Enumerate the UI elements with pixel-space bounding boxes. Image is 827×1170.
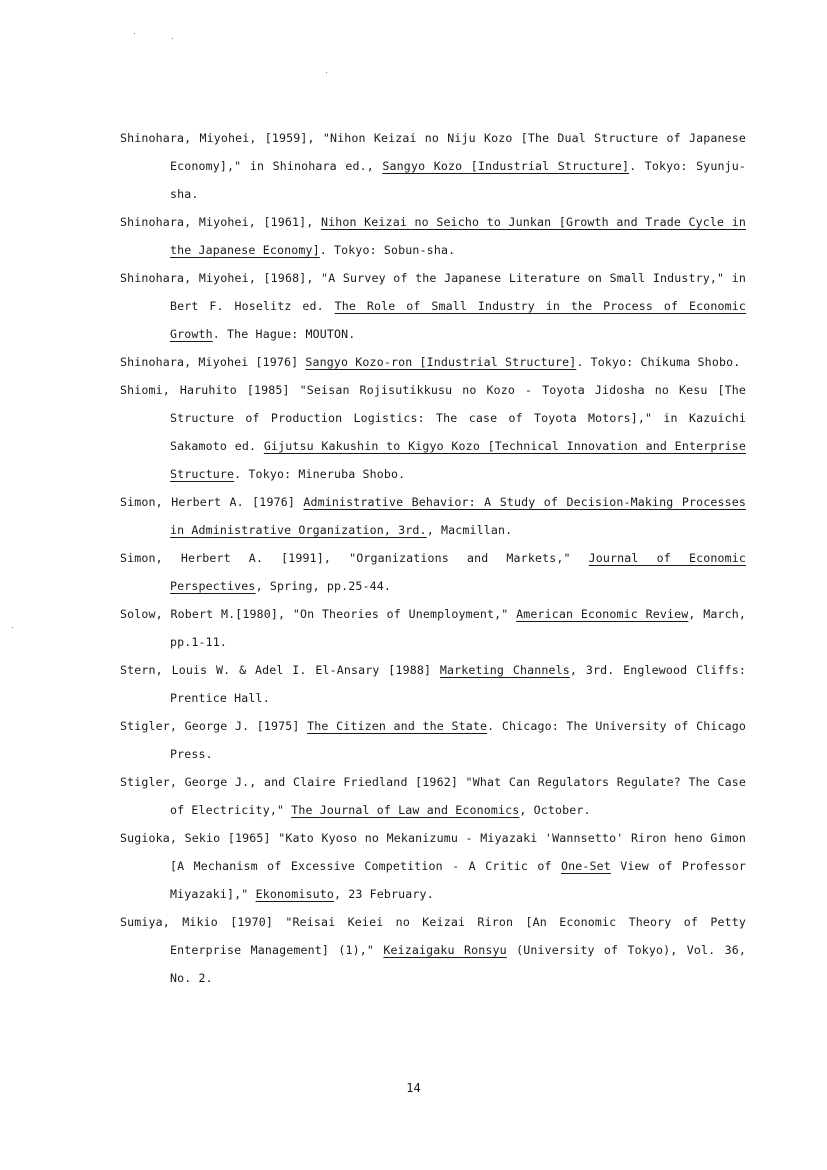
reference-title: The Role of Small Industry in the Process of Economic Growth	[170, 299, 746, 341]
reference-title: The Journal of Law and Economics	[291, 803, 520, 817]
reference-text: . Tokyo: Chikuma Shobo.	[576, 355, 741, 369]
reference-entry	[120, 712, 746, 768]
reference-text: Shiomi, Haruhito [1985] "Seisan Rojisutikkusu no Kozo - Toyota Jidosha no Kesu [The Structure of Production Logistics: The case of Toyota Motors]," in Kazuichi Sakamoto ed.	[120, 383, 746, 453]
reference-text: Simon, Herbert A. [1991], "Organizations and Markets,"	[120, 551, 589, 565]
reference-entry	[120, 488, 746, 544]
reference-text: Sumiya, Mikio [1970] "Reisai Keiei no Keizai Riron [An Economic Theory of Petty Enterprise Management] (1),"	[120, 915, 746, 957]
reference-title: Marketing Channels	[439, 663, 570, 677]
reference-title: Nihon Keizai no Seicho to Junkan [Growth and Trade Cycle in the Japanese Economy]	[170, 215, 746, 257]
reference-entry	[120, 600, 746, 656]
reference-text: Sugioka, Sekio [1965] "Kato Kyoso no Mekanizumu - Miyazaki 'Wannsetto' Riron heno Gimon [A Mechanism of Excessive Competition - A Critic of	[120, 831, 746, 873]
reference-title: Ekonomisuto	[255, 887, 334, 901]
reference-text: , October.	[519, 803, 591, 817]
reference-title: Sangyo Kozo-ron [Industrial Structure]	[305, 355, 577, 369]
page-number: 14	[406, 1081, 421, 1095]
scan-speck	[134, 33, 135, 34]
reference-text: , 3rd. Englewood Cliffs: Prentice Hall.	[170, 663, 747, 705]
reference-title: Administrative Behavior: A Study of Decision-Making Processes in Administrative Organization, 3rd.	[170, 495, 746, 537]
reference-text: Shinohara, Miyohei, [1968], "A Survey of the Japanese Literature on Small Industry," in Bert F. Hoselitz ed.	[120, 271, 746, 313]
reference-text: . Tokyo: Mineruba Shobo.	[234, 467, 406, 481]
reference-text: , March, pp.1-11.	[170, 607, 746, 649]
reference-text: Stern, Louis W. & Adel I. El-Ansary [1988]	[120, 663, 440, 677]
reference-entry	[120, 348, 746, 376]
scan-speck	[172, 38, 173, 39]
reference-list	[120, 124, 746, 992]
reference-title: Keizaigaku Ronsyu	[383, 943, 507, 957]
reference-text: (University of Tokyo), Vol. 36, No. 2.	[170, 943, 746, 985]
reference-title: Sangyo Kozo [Industrial Structure]	[382, 159, 630, 173]
reference-title: American Economic Review	[516, 607, 689, 621]
reference-title: The Citizen and the State	[307, 719, 488, 733]
reference-title: Journal of Economic Perspectives	[170, 551, 746, 593]
reference-text: , 23 February.	[334, 887, 434, 901]
reference-text: Shinohara, Miyohei, [1959], "Nihon Keizai no Niju Kozo [The Dual Structure of Japanese Economy]," in Shinohara ed.,	[120, 131, 746, 173]
reference-entry	[120, 376, 746, 488]
reference-entry	[120, 908, 746, 992]
reference-entry	[120, 824, 746, 908]
scan-speck	[326, 72, 327, 73]
reference-entry	[120, 656, 746, 712]
reference-text: View of Professor Miyazaki],"	[170, 859, 747, 901]
reference-text: , Macmillan.	[426, 523, 513, 537]
reference-text: Stigler, George J., and Claire Friedland [1962] "What Can Regulators Regulate? The Case of Electricity,"	[120, 775, 746, 817]
reference-text: . Chicago: The University of Chicago Press.	[170, 719, 746, 761]
reference-text: Solow, Robert M.[1980], "On Theories of Unemployment,"	[120, 607, 517, 621]
reference-entry	[120, 264, 746, 348]
reference-text: , Spring, pp.25-44.	[255, 579, 392, 593]
reference-text: Stigler, George J. [1975]	[120, 719, 308, 733]
reference-title: Gijutsu Kakushin to Kigyo Kozo [Technical Innovation and Enterprise Structure	[170, 439, 746, 481]
reference-entry	[120, 208, 746, 264]
reference-text: . The Hague: MOUTON.	[212, 327, 356, 341]
reference-text: Shinohara, Miyohei [1976]	[120, 355, 306, 369]
reference-text: Simon, Herbert A. [1976]	[120, 495, 304, 509]
reference-title: One-Set	[561, 859, 611, 873]
scan-speck	[12, 627, 13, 628]
reference-text: . Tokyo: Syunju-sha.	[170, 159, 746, 201]
reference-entry	[120, 768, 746, 824]
reference-text: . Tokyo: Sobun-sha.	[319, 243, 456, 257]
reference-entry	[120, 544, 746, 600]
reference-entry	[120, 124, 746, 208]
reference-text: Shinohara, Miyohei, [1961],	[120, 215, 321, 229]
